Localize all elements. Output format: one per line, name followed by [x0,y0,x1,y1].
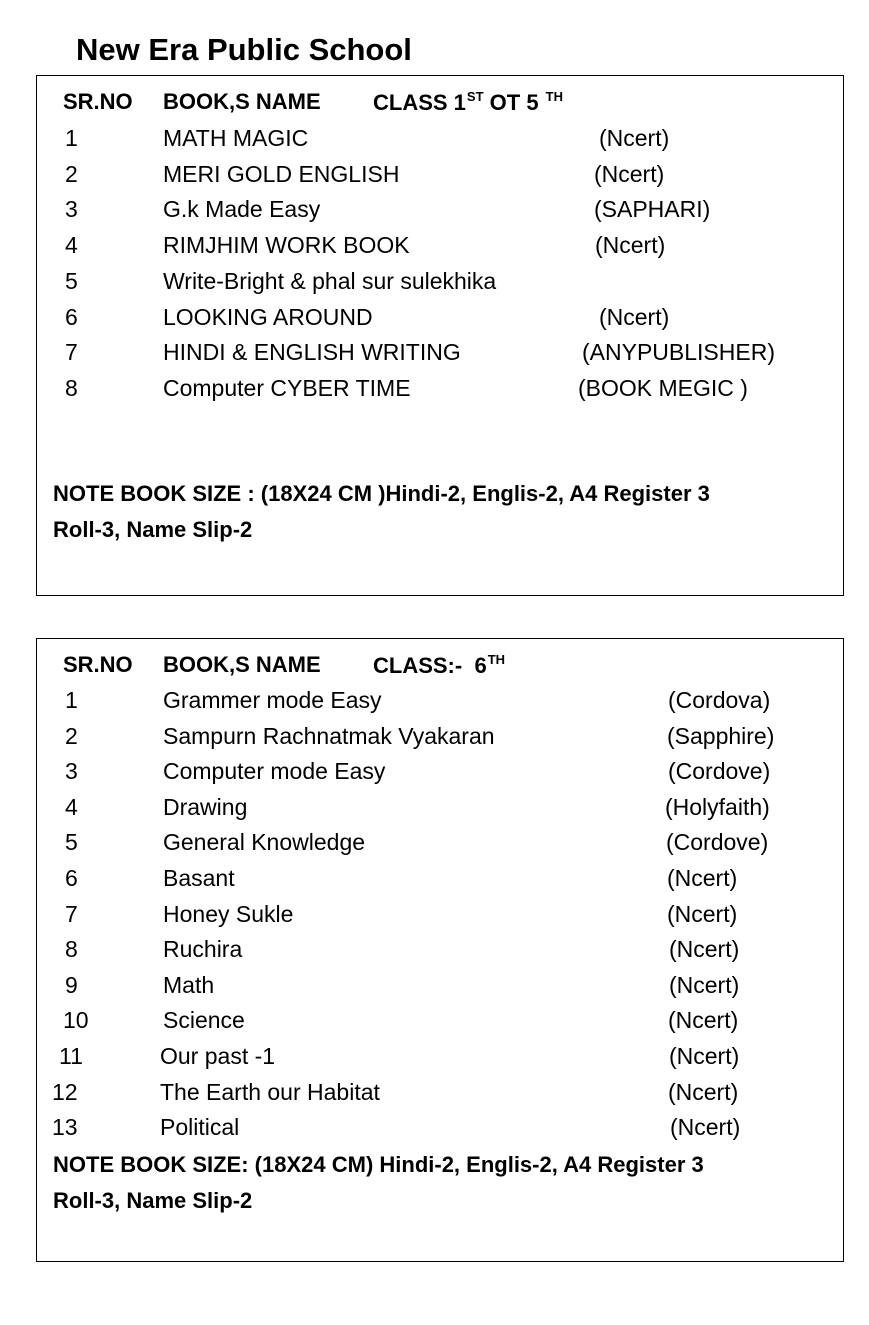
book-row [37,865,843,895]
class-header [373,652,505,679]
book-name: Sampurn Rachnatmak Vyakaran [163,722,495,749]
table-header [37,89,843,119]
book-row [37,1114,843,1144]
sr-no: 7 [65,339,78,366]
book-list-class-1-to-5 [36,75,844,596]
sr-no: 10 [63,1007,89,1034]
book-row [37,304,843,334]
publisher: (ANYPUBLISHER) [582,339,775,366]
sr-no: 4 [65,232,78,259]
sr-no: 9 [65,971,78,998]
book-name-header: BOOK,S NAME [163,652,321,677]
book-name: Our past -1 [160,1043,276,1069]
sr-no: 2 [65,722,78,749]
sr-no: 8 [65,374,78,401]
publisher: (Ncert) [599,303,670,330]
publisher: (Ncert) [668,1078,739,1105]
publisher: (Cordove) [666,829,769,856]
book-row [37,687,843,717]
book-name: Ruchira [163,936,243,963]
sr-no: 5 [65,267,78,294]
class-sup-1: TH [487,652,506,667]
book-list-class-6 [36,638,844,1262]
book-row [37,758,843,788]
book-name: Political [160,1114,240,1141]
table-header [37,652,843,682]
sr-no: 11 [59,1043,83,1069]
book-name: RIMJHIM WORK BOOK [163,232,410,259]
sr-no: 1 [65,687,78,713]
publisher: (Ncert) [669,1043,740,1069]
book-row [37,794,843,824]
class-sup-1: ST [466,89,484,104]
book-row [37,268,843,298]
book-name: HINDI & ENGLISH WRITING [163,339,461,366]
school-title: New Era Public School [76,32,412,67]
book-row [37,1079,843,1109]
publisher: (Ncert) [594,160,665,187]
book-name: LOOKING AROUND [163,303,373,330]
notebook-note [53,1147,833,1219]
sr-no: 8 [65,936,78,963]
publisher: (Ncert) [669,971,740,998]
sr-no: 6 [65,865,78,891]
book-row [37,972,843,1002]
class-prefix: CLASS:- 6 [373,653,487,678]
sr-no: 5 [65,829,78,856]
sr-no: 12 [52,1078,78,1105]
publisher: (Ncert) [670,1114,741,1141]
class-prefix: CLASS 1 [373,90,466,115]
note-line-1: NOTE BOOK SIZE : (18X24 CM )Hindi-2, Englis-2, A4 Register 3 [53,481,710,506]
book-name: Write-Bright & phal sur sulekhika [163,267,497,294]
book-name: Computer mode Easy [163,758,386,785]
book-name: General Knowledge [163,829,366,856]
book-name: MATH MAGIC [163,125,309,151]
publisher: (Holyfaith) [665,793,770,820]
publisher: (BOOK MEGIC ) [578,374,748,401]
sr-no: 2 [65,160,78,187]
sr-no: 4 [65,793,78,820]
book-row [37,1007,843,1037]
book-name: The Earth our Habitat [160,1078,380,1105]
book-name: Computer CYBER TIME [163,374,411,401]
sr-no: 13 [52,1114,78,1141]
book-row [37,232,843,262]
class-sup-2: TH [545,89,564,104]
book-name: MERI GOLD ENGLISH [163,160,400,187]
book-row [37,196,843,226]
book-row [37,1043,843,1073]
note-line-2: Roll-3, Name Slip-2 [53,1188,253,1213]
publisher: (SAPHARI) [594,196,711,223]
book-row [37,375,843,405]
book-row [37,339,843,369]
publisher: (Ncert) [668,1007,739,1034]
publisher: (Cordova) [668,687,771,713]
publisher: (Ncert) [599,125,670,151]
book-row [37,723,843,753]
book-name: G.k Made Easy [163,196,321,223]
book-name: Basant [163,865,235,891]
note-line-1: NOTE BOOK SIZE: (18X24 CM) Hindi-2, Englis-2, A4 Register 3 [53,1152,704,1177]
book-name: Drawing [163,793,248,820]
book-name: Grammer mode Easy [163,687,382,713]
book-row [37,829,843,859]
srno-header: SR.NO [63,89,133,114]
publisher: (Cordove) [668,758,771,785]
class-header [373,89,563,116]
notebook-note [53,476,833,548]
book-name: Science [163,1007,245,1034]
book-row [37,936,843,966]
book-name-header: BOOK,S NAME [163,89,321,114]
book-row [37,125,843,155]
book-name: Honey Sukle [163,900,294,927]
book-name: Math [163,971,215,998]
srno-header: SR.NO [63,652,133,677]
sr-no: 7 [65,900,78,927]
publisher: (Ncert) [667,900,738,927]
sr-no: 3 [65,196,78,223]
sr-no: 1 [65,125,78,151]
publisher: (Ncert) [669,936,740,963]
sr-no: 3 [65,758,78,785]
book-row [37,901,843,931]
class-mid: OT 5 [483,90,545,115]
publisher: (Ncert) [595,232,666,259]
note-line-2: Roll-3, Name Slip-2 [53,517,253,542]
publisher: (Sapphire) [667,722,775,749]
book-row [37,161,843,191]
publisher: (Ncert) [667,865,738,891]
sr-no: 6 [65,303,78,330]
